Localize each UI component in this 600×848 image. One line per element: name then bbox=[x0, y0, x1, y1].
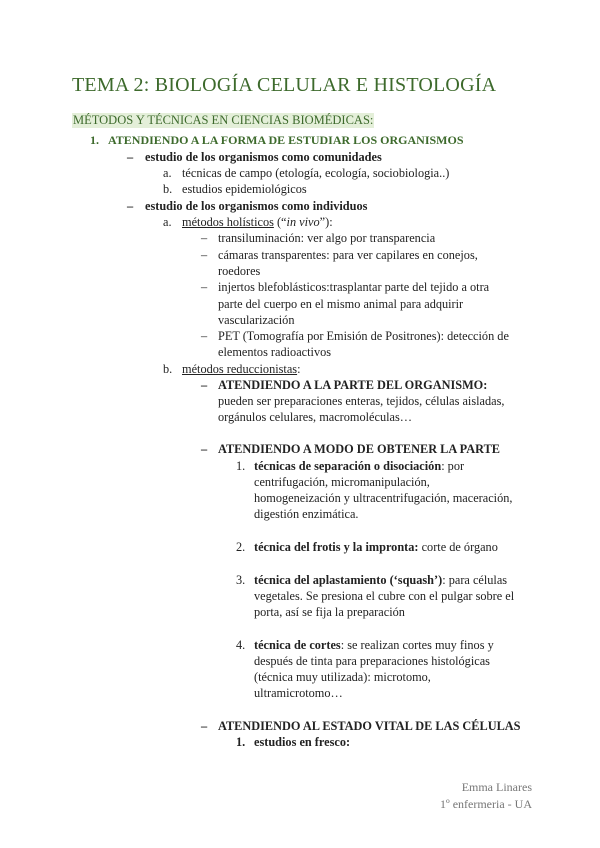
subheading-estado-vital: ATENDIENDO AL ESTADO VITAL DE LAS CÉLULAS bbox=[218, 719, 521, 733]
footer-course: 1º enfermeria - UA bbox=[439, 797, 532, 811]
list-item: técnicas de separación o disociación: por bbox=[254, 459, 465, 473]
subheading-parte-organismo: ATENDIENDO A LA PARTE DEL ORGANISMO: bbox=[218, 378, 488, 392]
list-item-continued: homogeneización y ultracentrifugación, maceración, bbox=[254, 491, 513, 505]
list-item: técnica del frotis y la impronta: corte de órgano bbox=[254, 540, 498, 554]
list-item-continued: ultramicrotomo… bbox=[254, 686, 343, 700]
item-heading: ATENDIENDO A LA FORMA DE ESTUDIAR LOS ORGANISMOS bbox=[108, 133, 464, 147]
list-marker: 1. bbox=[236, 459, 246, 473]
reduccionistas-heading: métodos reduccionistas: bbox=[182, 362, 301, 376]
list-marker: 2. bbox=[236, 540, 246, 554]
holisticos-heading: métodos holísticos (“in vivo”): bbox=[182, 215, 333, 229]
list-marker: 1. bbox=[236, 735, 246, 749]
list-item-continued: porta, así se fija la preparación bbox=[254, 605, 405, 619]
list-item-continued: roedores bbox=[218, 264, 261, 278]
list-item-continued: después de tinta para preparaciones histológicas bbox=[254, 654, 490, 668]
list-item-continued: vascularización bbox=[218, 313, 295, 327]
list-item: injertos blefoblásticos:trasplantar parte del tejido a otra bbox=[218, 280, 490, 294]
footer-author: Emma Linares bbox=[461, 780, 532, 794]
list-marker: a. bbox=[163, 215, 172, 229]
list-item: técnicas de campo (etología, ecología, sociobiologia..) bbox=[182, 166, 450, 180]
dash-bullet: – bbox=[201, 329, 208, 343]
list-marker: 4. bbox=[236, 638, 246, 652]
list-marker: b. bbox=[163, 362, 173, 376]
dash-bullet: – bbox=[201, 231, 208, 245]
list-item-continued: (técnica muy utilizada): microtomo, bbox=[254, 670, 431, 684]
list-item: técnica de cortes: se realizan cortes muy finos y bbox=[254, 638, 494, 652]
section-heading: MÉTODOS Y TÉCNICAS EN CIENCIAS BIOMÉDICAS: bbox=[73, 113, 374, 127]
dash-bullet: – bbox=[201, 378, 208, 392]
list-marker: a. bbox=[163, 166, 172, 180]
list-marker: b. bbox=[163, 182, 173, 196]
subheading-individuos: estudio de los organismos como individuos bbox=[145, 199, 368, 213]
subheading-comunidades: estudio de los organismos como comunidades bbox=[145, 150, 382, 164]
list-item-continued: digestión enzimática. bbox=[254, 507, 359, 521]
list-item-continued: elementos radioactivos bbox=[218, 345, 332, 359]
list-item: estudios epidemiológicos bbox=[182, 182, 307, 196]
dash-bullet: – bbox=[127, 199, 134, 213]
page-title: TEMA 2: BIOLOGÍA CELULAR E HISTOLOGÍA bbox=[72, 74, 497, 96]
list-marker: 1. bbox=[90, 133, 99, 147]
list-item-continued: vegetales. Se presiona el cubre con el pulgar sobre el bbox=[254, 589, 515, 603]
list-item-continued: parte del cuerpo en el mismo animal para adquirir bbox=[218, 297, 464, 311]
list-item: técnica del aplastamiento (‘squash’): para células bbox=[254, 573, 508, 587]
list-item-continued: centrifugación, micromanipulación, bbox=[254, 475, 430, 489]
dash-bullet: – bbox=[201, 442, 208, 456]
dash-bullet: – bbox=[201, 248, 208, 262]
dash-bullet: – bbox=[127, 150, 134, 164]
dash-bullet: – bbox=[201, 719, 208, 733]
subheading-obtener-parte: ATENDIENDO A MODO DE OBTENER LA PARTE bbox=[218, 442, 500, 456]
dash-bullet: – bbox=[201, 280, 208, 294]
list-item: estudios en fresco: bbox=[254, 735, 351, 749]
list-item: PET (Tomografía por Emisión de Positrones): detección de bbox=[218, 329, 509, 343]
list-item: cámaras transparentes: para ver capilares en conejos, bbox=[218, 248, 478, 262]
list-item: transiluminación: ver algo por transparencia bbox=[218, 231, 436, 245]
list-marker: 3. bbox=[236, 573, 246, 587]
paragraph-line: pueden ser preparaciones enteras, tejidos, células aisladas, bbox=[218, 394, 505, 408]
paragraph-line: orgánulos celulares, macromoléculas… bbox=[218, 410, 413, 424]
